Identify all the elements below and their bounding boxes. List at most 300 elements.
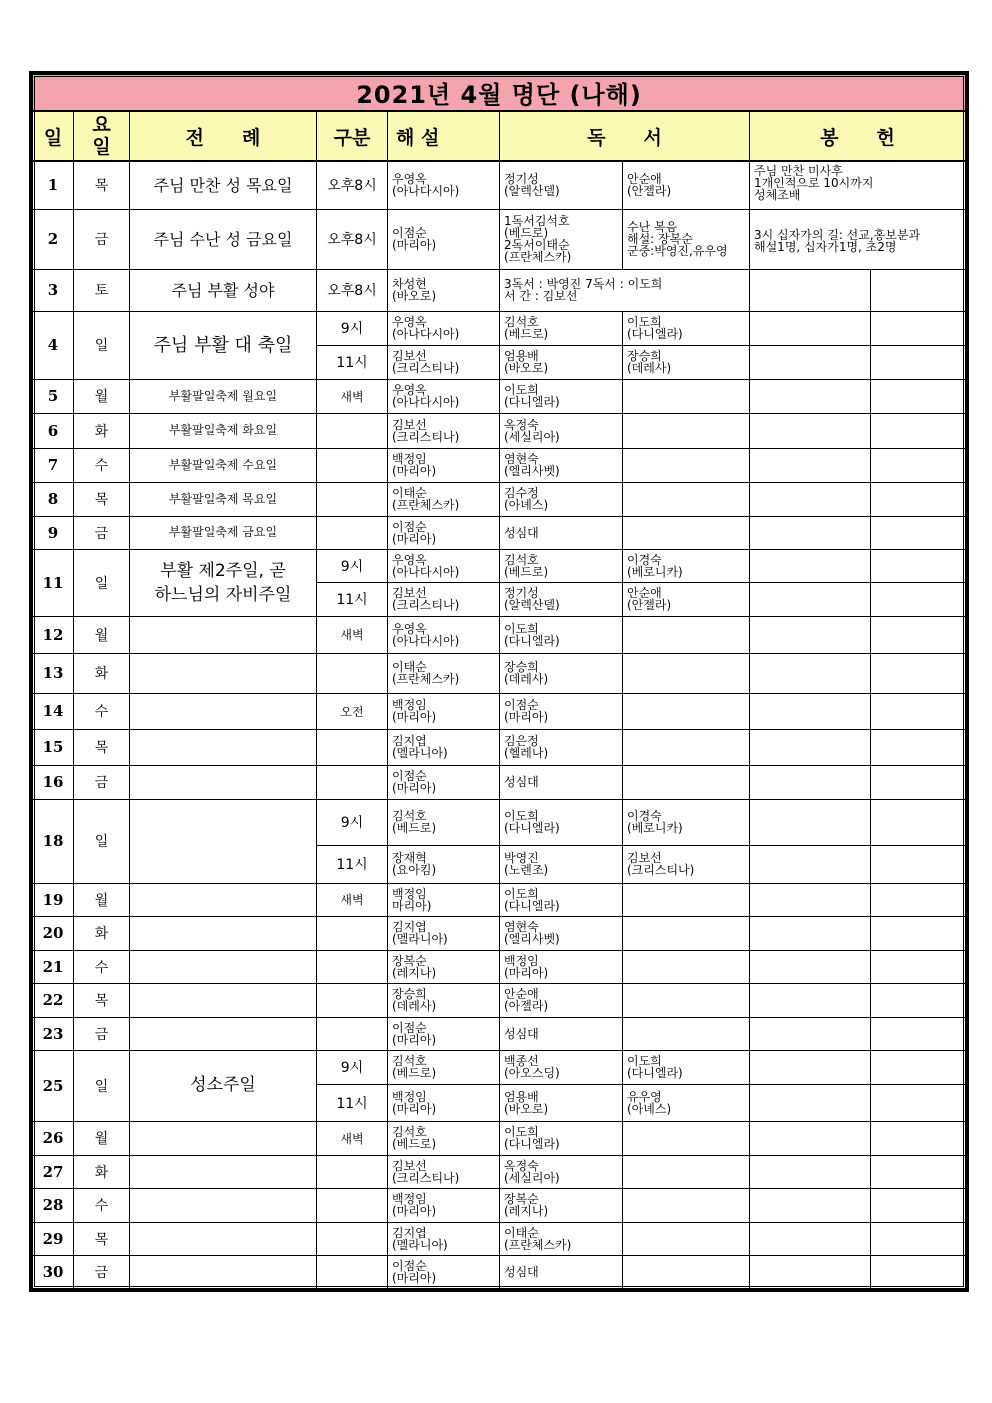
reader1-cell: 성심대 bbox=[500, 516, 623, 549]
narrator-cell: 우영옥 (아나다시아) bbox=[388, 549, 500, 582]
title-row bbox=[33, 75, 966, 112]
narrator-cell: 이점순 (마리아) bbox=[388, 209, 500, 269]
table-row bbox=[33, 916, 966, 950]
reader2-cell bbox=[623, 765, 750, 799]
offering-cell-2 bbox=[871, 883, 966, 916]
reader1-cell: 엄용배 (바오로) bbox=[500, 1084, 623, 1121]
weekday-cell: 화 bbox=[74, 653, 130, 693]
day-cell: 12 bbox=[33, 616, 74, 653]
offering-cell bbox=[750, 1155, 871, 1188]
offering-cell-2 bbox=[871, 516, 966, 549]
day-cell: 3 bbox=[33, 269, 74, 311]
narrator-cell: 백정임 (마리아) bbox=[388, 448, 500, 482]
offering-cell bbox=[750, 653, 871, 693]
offering-cell-2 bbox=[871, 1084, 966, 1121]
reader2-cell: 유우영 (아녜스) bbox=[623, 1084, 750, 1121]
weekday-cell: 금 bbox=[74, 1255, 130, 1288]
liturgy-cell bbox=[130, 950, 317, 983]
weekday-cell: 일 bbox=[74, 799, 130, 883]
reader1-cell: 염현숙 (엘리사벳) bbox=[500, 448, 623, 482]
liturgy-cell: 부활 제2주일, 곧 하느님의 자비주일 bbox=[130, 549, 317, 616]
reader2-cell: 안순애 (안젤라) bbox=[623, 161, 750, 209]
offering-cell bbox=[750, 269, 871, 311]
reader1-cell: 김은정 (헬레나) bbox=[500, 729, 623, 765]
liturgy-cell: 부활팔일축제 목요일 bbox=[130, 482, 317, 516]
narrator-cell: 장승희 (데레사) bbox=[388, 983, 500, 1017]
table-row bbox=[33, 1050, 966, 1084]
offering-cell bbox=[750, 311, 871, 345]
reader2-cell bbox=[623, 1255, 750, 1288]
offering-cell bbox=[750, 983, 871, 1017]
offering-cell-2 bbox=[871, 582, 966, 616]
liturgy-cell bbox=[130, 616, 317, 653]
day-cell: 27 bbox=[33, 1155, 74, 1188]
reader1-cell: 장승희 (데레사) bbox=[500, 653, 623, 693]
day-cell: 16 bbox=[33, 765, 74, 799]
reader2-cell bbox=[623, 693, 750, 729]
offering-cell-2 bbox=[871, 1255, 966, 1288]
reading-cell: 3독서 : 박영진 7독서 : 이도희 서 간 : 김보선 bbox=[500, 269, 750, 311]
type-cell bbox=[317, 916, 388, 950]
narrator-cell: 백정임 (마리아) bbox=[388, 693, 500, 729]
offering-cell bbox=[750, 1050, 871, 1084]
offering-cell bbox=[750, 1017, 871, 1050]
weekday-cell: 금 bbox=[74, 765, 130, 799]
narrator-cell: 우영옥 (아나다시아) bbox=[388, 161, 500, 209]
offering-cell-2 bbox=[871, 269, 966, 311]
type-cell: 오후8시 bbox=[317, 209, 388, 269]
reader1-cell: 박영진 (노렌조) bbox=[500, 845, 623, 883]
reader1-cell: 성심대 bbox=[500, 765, 623, 799]
offering-cell-2 bbox=[871, 1017, 966, 1050]
offering-cell-2 bbox=[871, 482, 966, 516]
liturgy-cell bbox=[130, 799, 317, 883]
day-cell: 20 bbox=[33, 916, 74, 950]
type-cell: 새벽 bbox=[317, 1121, 388, 1155]
narrator-cell: 김지엽 (멜라니아) bbox=[388, 729, 500, 765]
weekday-cell: 목 bbox=[74, 161, 130, 209]
weekday-cell: 토 bbox=[74, 269, 130, 311]
reader2-cell: 이경숙 (베로니카) bbox=[623, 799, 750, 845]
type-cell bbox=[317, 1255, 388, 1288]
type-cell bbox=[317, 1017, 388, 1050]
narrator-cell: 장재혁 (요아킴) bbox=[388, 845, 500, 883]
day-cell: 21 bbox=[33, 950, 74, 983]
day-cell: 14 bbox=[33, 693, 74, 729]
day-cell: 29 bbox=[33, 1222, 74, 1255]
narrator-cell: 차성현 (바오로) bbox=[388, 269, 500, 311]
type-cell: 9시 bbox=[317, 549, 388, 582]
weekday-cell: 목 bbox=[74, 729, 130, 765]
narrator-cell: 이점순 (마리아) bbox=[388, 1255, 500, 1288]
day-cell: 4 bbox=[33, 311, 74, 379]
reader2-cell bbox=[623, 653, 750, 693]
type-cell: 11시 bbox=[317, 582, 388, 616]
liturgy-cell bbox=[130, 1155, 317, 1188]
liturgy-cell: 성소주일 bbox=[130, 1050, 317, 1121]
offering-cell bbox=[750, 883, 871, 916]
day-cell: 26 bbox=[33, 1121, 74, 1155]
reader2-cell bbox=[623, 883, 750, 916]
weekday-cell: 목 bbox=[74, 482, 130, 516]
table-row bbox=[33, 983, 966, 1017]
offering-cell bbox=[750, 1188, 871, 1222]
narrator-cell: 김석호 (베드로) bbox=[388, 799, 500, 845]
liturgy-cell bbox=[130, 653, 317, 693]
table-row bbox=[33, 311, 966, 345]
reader2-cell: 이도희 (다니엘라) bbox=[623, 311, 750, 345]
reader1-cell: 이도희 (다니엘라) bbox=[500, 883, 623, 916]
narrator-cell: 김지엽 (멜라니아) bbox=[388, 916, 500, 950]
type-cell bbox=[317, 516, 388, 549]
reader2-cell: 장승희 (데레사) bbox=[623, 345, 750, 379]
liturgy-cell: 주님 수난 성 금요일 bbox=[130, 209, 317, 269]
header-narrator: 해 설 bbox=[388, 111, 500, 161]
narrator-cell: 이점순 (마리아) bbox=[388, 765, 500, 799]
reader2-cell bbox=[623, 729, 750, 765]
weekday-cell: 월 bbox=[74, 883, 130, 916]
type-cell bbox=[317, 729, 388, 765]
liturgy-cell bbox=[130, 1255, 317, 1288]
reader2-cell: 김보선 (크리스티나) bbox=[623, 845, 750, 883]
offering-cell: 3시 십자가의 길: 선교,홍보분과 해설1명, 십자가1명, 초2명 bbox=[750, 209, 966, 269]
weekday-cell: 수 bbox=[74, 950, 130, 983]
narrator-cell: 김보선 (크리스티나) bbox=[388, 582, 500, 616]
type-cell: 새벽 bbox=[317, 883, 388, 916]
offering-cell-2 bbox=[871, 765, 966, 799]
schedule-sheet bbox=[29, 71, 969, 1292]
day-cell: 15 bbox=[33, 729, 74, 765]
reader2-cell bbox=[623, 1188, 750, 1222]
reader1-cell: 염현숙 (엘리사벳) bbox=[500, 916, 623, 950]
weekday-cell: 금 bbox=[74, 209, 130, 269]
offering-cell bbox=[750, 582, 871, 616]
type-cell bbox=[317, 413, 388, 448]
table-row bbox=[33, 1155, 966, 1188]
day-cell: 13 bbox=[33, 653, 74, 693]
table-row bbox=[33, 448, 966, 482]
narrator-cell: 김석호 (베드로) bbox=[388, 1050, 500, 1084]
offering-cell bbox=[750, 693, 871, 729]
reader2-cell: 수난 복음 해설: 장복순 군중:박영진,유우영 bbox=[623, 209, 750, 269]
offering-cell-2 bbox=[871, 345, 966, 379]
type-cell bbox=[317, 765, 388, 799]
offering-cell-2 bbox=[871, 799, 966, 845]
type-cell bbox=[317, 653, 388, 693]
type-cell: 9시 bbox=[317, 311, 388, 345]
weekday-cell: 일 bbox=[74, 311, 130, 379]
type-cell bbox=[317, 1155, 388, 1188]
reader1-cell: 성심대 bbox=[500, 1017, 623, 1050]
weekday-cell: 화 bbox=[74, 916, 130, 950]
type-cell bbox=[317, 1222, 388, 1255]
table-row bbox=[33, 1121, 966, 1155]
weekday-cell: 금 bbox=[74, 1017, 130, 1050]
table-row bbox=[33, 616, 966, 653]
header-row bbox=[33, 111, 966, 161]
offering-cell-2 bbox=[871, 1155, 966, 1188]
header-liturgy: 전 례 bbox=[130, 111, 317, 161]
reader2-cell bbox=[623, 1155, 750, 1188]
offering-cell-2 bbox=[871, 950, 966, 983]
reader1-cell: 김석호 (베드로) bbox=[500, 549, 623, 582]
reader2-cell bbox=[623, 448, 750, 482]
reader2-cell: 이경숙 (베로니카) bbox=[623, 549, 750, 582]
offering-cell-2 bbox=[871, 1222, 966, 1255]
table-row bbox=[33, 950, 966, 983]
reader1-cell: 이도희 (다니엘라) bbox=[500, 799, 623, 845]
offering-cell bbox=[750, 729, 871, 765]
narrator-cell: 우영옥 (아나다시아) bbox=[388, 616, 500, 653]
liturgy-cell bbox=[130, 765, 317, 799]
offering-cell bbox=[750, 379, 871, 413]
offering-cell bbox=[750, 616, 871, 653]
type-cell: 9시 bbox=[317, 1050, 388, 1084]
weekday-cell: 일 bbox=[74, 549, 130, 616]
liturgy-cell bbox=[130, 916, 317, 950]
offering-cell-2 bbox=[871, 653, 966, 693]
table-row bbox=[33, 799, 966, 845]
narrator-cell: 김보선 (크리스티나) bbox=[388, 1155, 500, 1188]
table-row bbox=[33, 549, 966, 582]
type-cell: 오전 bbox=[317, 693, 388, 729]
reader1-cell: 장복순 (레지나) bbox=[500, 1188, 623, 1222]
day-cell: 7 bbox=[33, 448, 74, 482]
table-row bbox=[33, 1255, 966, 1288]
offering-cell-2 bbox=[871, 311, 966, 345]
reader1-cell: 정기성 (알렉산델) bbox=[500, 582, 623, 616]
reader1-cell: 성심대 bbox=[500, 1255, 623, 1288]
liturgy-cell: 부활팔일축제 화요일 bbox=[130, 413, 317, 448]
narrator-cell: 김보선 (크리스티나) bbox=[388, 345, 500, 379]
reader1-cell: 이점순 (마리아) bbox=[500, 693, 623, 729]
offering-cell: 주님 만찬 미사후 1개인적으로 10시까지 성체조배 bbox=[750, 161, 966, 209]
table-row bbox=[33, 516, 966, 549]
reader1-cell: 1독서김석호 (베드로) 2독서이태순 (프란체스카) bbox=[500, 209, 623, 269]
offering-cell-2 bbox=[871, 845, 966, 883]
reader1-cell: 이도희 (다니엘라) bbox=[500, 379, 623, 413]
offering-cell-2 bbox=[871, 1188, 966, 1222]
weekday-cell: 화 bbox=[74, 413, 130, 448]
liturgy-cell bbox=[130, 729, 317, 765]
day-cell: 22 bbox=[33, 983, 74, 1017]
reader1-cell: 안순애 (아젤라) bbox=[500, 983, 623, 1017]
type-cell bbox=[317, 983, 388, 1017]
day-cell: 11 bbox=[33, 549, 74, 616]
reader2-cell: 이도희 (다니엘라) bbox=[623, 1050, 750, 1084]
narrator-cell: 우영옥 (아나다시아) bbox=[388, 379, 500, 413]
offering-cell bbox=[750, 1121, 871, 1155]
weekday-cell: 화 bbox=[74, 1155, 130, 1188]
offering-cell bbox=[750, 1084, 871, 1121]
type-cell: 11시 bbox=[317, 345, 388, 379]
offering-cell-2 bbox=[871, 1050, 966, 1084]
day-cell: 30 bbox=[33, 1255, 74, 1288]
narrator-cell: 이점순 (마리아) bbox=[388, 516, 500, 549]
weekday-cell: 일 bbox=[74, 1050, 130, 1121]
reader2-cell bbox=[623, 482, 750, 516]
reader2-cell bbox=[623, 1222, 750, 1255]
day-cell: 23 bbox=[33, 1017, 74, 1050]
day-cell: 8 bbox=[33, 482, 74, 516]
offering-cell-2 bbox=[871, 549, 966, 582]
narrator-cell: 김보선 (크리스티나) bbox=[388, 413, 500, 448]
liturgy-cell bbox=[130, 983, 317, 1017]
table-row bbox=[33, 1017, 966, 1050]
reader2-cell bbox=[623, 379, 750, 413]
offering-cell-2 bbox=[871, 729, 966, 765]
offering-cell-2 bbox=[871, 379, 966, 413]
reader1-cell: 옥정숙 (세실리아) bbox=[500, 1155, 623, 1188]
offering-cell bbox=[750, 845, 871, 883]
table-row bbox=[33, 209, 966, 269]
reader2-cell bbox=[623, 983, 750, 1017]
offering-cell bbox=[750, 448, 871, 482]
type-cell: 새벽 bbox=[317, 379, 388, 413]
narrator-cell: 김석호 (베드로) bbox=[388, 1121, 500, 1155]
table-row bbox=[33, 1188, 966, 1222]
schedule-table bbox=[32, 74, 966, 1289]
weekday-cell: 월 bbox=[74, 616, 130, 653]
liturgy-cell bbox=[130, 1017, 317, 1050]
reader1-cell: 이도희 (다니엘라) bbox=[500, 1121, 623, 1155]
weekday-cell: 수 bbox=[74, 1188, 130, 1222]
liturgy-cell: 주님 부활 성야 bbox=[130, 269, 317, 311]
reader1-cell: 엄용배 (바오로) bbox=[500, 345, 623, 379]
table-row bbox=[33, 379, 966, 413]
liturgy-cell: 부활팔일축제 월요일 bbox=[130, 379, 317, 413]
offering-cell-2 bbox=[871, 1121, 966, 1155]
table-row bbox=[33, 1222, 966, 1255]
liturgy-cell bbox=[130, 883, 317, 916]
reader1-cell: 김수정 (아녜스) bbox=[500, 482, 623, 516]
reader2-cell bbox=[623, 1017, 750, 1050]
type-cell bbox=[317, 1188, 388, 1222]
reader2-cell bbox=[623, 516, 750, 549]
narrator-cell: 이점순 (마리아) bbox=[388, 1017, 500, 1050]
day-cell: 18 bbox=[33, 799, 74, 883]
type-cell: 9시 bbox=[317, 799, 388, 845]
day-cell: 9 bbox=[33, 516, 74, 549]
type-cell bbox=[317, 482, 388, 516]
table-row bbox=[33, 482, 966, 516]
offering-cell-2 bbox=[871, 983, 966, 1017]
table-row bbox=[33, 765, 966, 799]
type-cell: 오후8시 bbox=[317, 269, 388, 311]
offering-cell bbox=[750, 516, 871, 549]
page-title: 2021년 4월 명단 (나해) bbox=[33, 75, 966, 112]
day-cell: 28 bbox=[33, 1188, 74, 1222]
liturgy-cell: 부활팔일축제 금요일 bbox=[130, 516, 317, 549]
narrator-cell: 우영옥 (아나다시아) bbox=[388, 311, 500, 345]
reader1-cell: 옥정숙 (세실리아) bbox=[500, 413, 623, 448]
table-row bbox=[33, 883, 966, 916]
reader1-cell: 백종선 (아오스딩) bbox=[500, 1050, 623, 1084]
table-row bbox=[33, 729, 966, 765]
type-cell: 오후8시 bbox=[317, 161, 388, 209]
reader2-cell bbox=[623, 413, 750, 448]
weekday-cell: 수 bbox=[74, 448, 130, 482]
offering-cell-2 bbox=[871, 448, 966, 482]
narrator-cell: 이태순 (프란체스카) bbox=[388, 653, 500, 693]
liturgy-cell bbox=[130, 1121, 317, 1155]
offering-cell bbox=[750, 413, 871, 448]
offering-cell bbox=[750, 799, 871, 845]
reader2-cell bbox=[623, 916, 750, 950]
narrator-cell: 이태순 (프란체스카) bbox=[388, 482, 500, 516]
offering-cell-2 bbox=[871, 413, 966, 448]
narrator-cell: 김지엽 (멜라니아) bbox=[388, 1222, 500, 1255]
reader1-cell: 이도희 (다니엘라) bbox=[500, 616, 623, 653]
weekday-cell: 월 bbox=[74, 1121, 130, 1155]
liturgy-cell: 주님 부활 대 축일 bbox=[130, 311, 317, 379]
table-row bbox=[33, 269, 966, 311]
day-cell: 25 bbox=[33, 1050, 74, 1121]
header-day: 일 bbox=[33, 111, 74, 161]
offering-cell bbox=[750, 765, 871, 799]
weekday-cell: 금 bbox=[74, 516, 130, 549]
reader1-cell: 백정임 (마리아) bbox=[500, 950, 623, 983]
narrator-cell: 백정임 (마리아) bbox=[388, 1188, 500, 1222]
table-row bbox=[33, 413, 966, 448]
offering-cell-2 bbox=[871, 916, 966, 950]
liturgy-cell: 주님 만찬 성 목요일 bbox=[130, 161, 317, 209]
offering-cell bbox=[750, 950, 871, 983]
day-cell: 1 bbox=[33, 161, 74, 209]
offering-cell bbox=[750, 1255, 871, 1288]
liturgy-cell: 부활팔일축제 수요일 bbox=[130, 448, 317, 482]
reader1-cell: 정기성 (알렉산델) bbox=[500, 161, 623, 209]
offering-cell-2 bbox=[871, 693, 966, 729]
liturgy-cell bbox=[130, 693, 317, 729]
weekday-cell: 목 bbox=[74, 983, 130, 1017]
weekday-cell: 월 bbox=[74, 379, 130, 413]
reader2-cell bbox=[623, 616, 750, 653]
weekday-cell: 목 bbox=[74, 1222, 130, 1255]
reader2-cell: 안순애 (안젤라) bbox=[623, 582, 750, 616]
type-cell: 11시 bbox=[317, 845, 388, 883]
reader1-cell: 김석호 (베드로) bbox=[500, 311, 623, 345]
offering-cell bbox=[750, 1222, 871, 1255]
liturgy-cell bbox=[130, 1222, 317, 1255]
reader2-cell bbox=[623, 1121, 750, 1155]
weekday-cell: 수 bbox=[74, 693, 130, 729]
type-cell: 11시 bbox=[317, 1084, 388, 1121]
day-cell: 6 bbox=[33, 413, 74, 448]
table-row bbox=[33, 653, 966, 693]
offering-cell-2 bbox=[871, 616, 966, 653]
type-cell bbox=[317, 448, 388, 482]
reader1-cell: 이태순 (프란체스카) bbox=[500, 1222, 623, 1255]
narrator-cell: 백정임 마리아) bbox=[388, 883, 500, 916]
day-cell: 19 bbox=[33, 883, 74, 916]
offering-cell bbox=[750, 916, 871, 950]
narrator-cell: 장복순 (레지나) bbox=[388, 950, 500, 983]
type-cell bbox=[317, 950, 388, 983]
header-type: 구분 bbox=[317, 111, 388, 161]
header-weekday: 요 일 bbox=[74, 111, 130, 161]
header-offering: 봉 헌 bbox=[750, 111, 966, 161]
table-row bbox=[33, 693, 966, 729]
type-cell: 새벽 bbox=[317, 616, 388, 653]
day-cell: 2 bbox=[33, 209, 74, 269]
reader2-cell bbox=[623, 950, 750, 983]
day-cell: 5 bbox=[33, 379, 74, 413]
narrator-cell: 백정임 (마리아) bbox=[388, 1084, 500, 1121]
offering-cell bbox=[750, 345, 871, 379]
offering-cell bbox=[750, 482, 871, 516]
table-row bbox=[33, 161, 966, 209]
